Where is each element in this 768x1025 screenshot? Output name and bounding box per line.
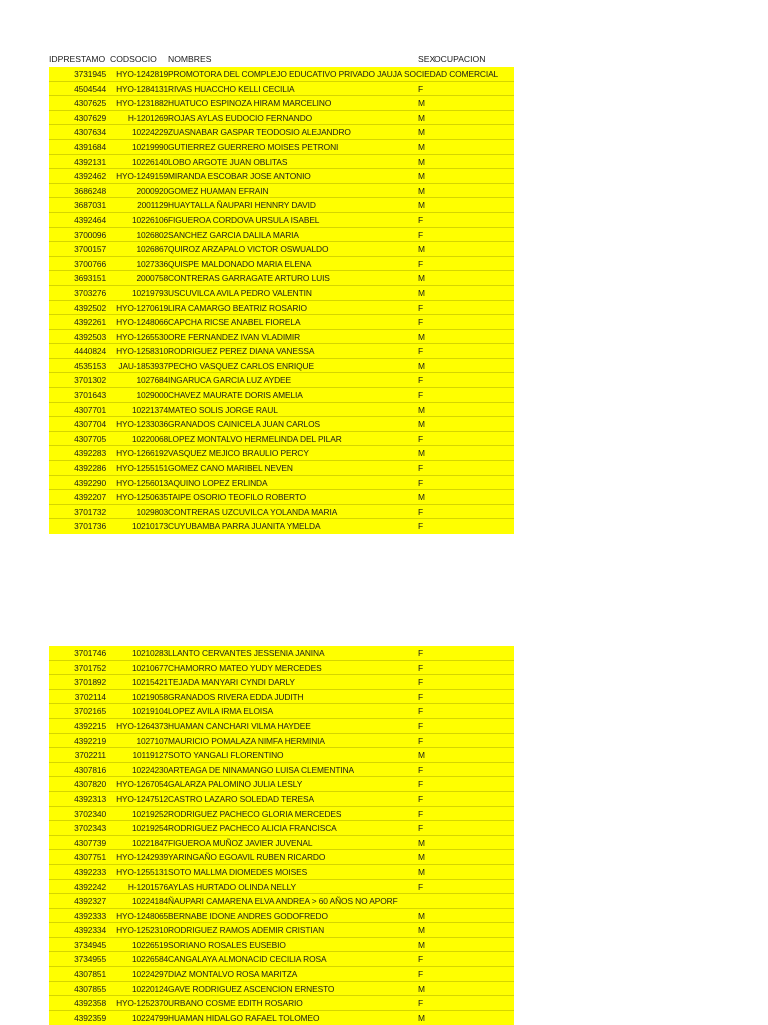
idprestamo-cell: 4392327	[74, 896, 106, 907]
table-row	[49, 748, 514, 763]
nombres-cell: GUTIERREZ GUERRERO MOISES PETRONI	[168, 141, 339, 152]
table-row	[49, 967, 514, 982]
table-row	[49, 257, 514, 272]
table-row	[49, 301, 514, 316]
idprestamo-cell: 3687031	[74, 200, 106, 211]
nombres-cell: SORIANO ROSALES EUSEBIO	[168, 939, 286, 950]
idprestamo-cell: 3734955	[74, 954, 106, 965]
table-row	[49, 690, 514, 705]
idprestamo-cell: 4392283	[74, 448, 106, 459]
table-row	[49, 476, 514, 491]
idprestamo-cell: 4392215	[74, 720, 106, 731]
table-row	[49, 461, 514, 476]
codsocio-cell: 10219058	[131, 691, 168, 702]
codsocio-cell: 10210677	[131, 662, 168, 673]
table-row	[49, 763, 514, 778]
sex-cell: M	[418, 273, 425, 284]
idprestamo-cell: 3702343	[74, 823, 106, 834]
codsocio-cell: 1027107	[136, 735, 168, 746]
codsocio-cell: 10220124	[131, 983, 168, 994]
table-row	[49, 909, 514, 924]
codsocio-cell: 10226140	[131, 156, 168, 167]
sex-cell: F	[418, 477, 424, 488]
table-row	[49, 388, 514, 403]
codsocio-cell: HYO-1233036	[116, 419, 168, 430]
sex-cell: M	[418, 866, 425, 877]
codsocio-cell: 10224297	[131, 969, 168, 980]
idprestamo-cell: 3701302	[74, 375, 106, 386]
codsocio-cell: 10219104	[131, 706, 168, 717]
codsocio-cell: 1027684	[136, 375, 168, 386]
idprestamo-cell: 3700766	[74, 258, 106, 269]
idprestamo-cell: 4392313	[74, 793, 106, 804]
idprestamo-cell: 4392462	[74, 171, 106, 182]
idprestamo-cell: 3701752	[74, 662, 106, 673]
idprestamo-cell: 4392334	[74, 925, 106, 936]
codsocio-cell: 10226584	[131, 954, 168, 965]
nombres-cell: HUAYTALLA ÑAUPARI HENNRY DAVID	[168, 200, 316, 211]
codsocio-cell: 10224229	[131, 127, 168, 138]
nombres-cell: CHAMORRO MATEO YUDY MERCEDES	[168, 662, 322, 673]
table-row	[49, 432, 514, 447]
codsocio-cell: 2000920	[136, 185, 168, 196]
idprestamo-cell: 4392333	[74, 910, 106, 921]
table-row	[49, 821, 514, 836]
idprestamo-cell: 3701736	[74, 521, 106, 532]
codsocio-cell: 10119127	[132, 750, 168, 761]
idprestamo-cell: 4392359	[74, 1012, 106, 1023]
codsocio-cell: HYO-1267054	[116, 779, 168, 790]
nombres-cell: YARINGAÑO EGOAVIL RUBEN RICARDO	[168, 852, 326, 863]
codsocio-cell: 10224799	[131, 1012, 168, 1023]
nombres-cell: RODRIGUEZ PACHECO ALICIA FRANCISCA	[168, 823, 337, 834]
table-row	[49, 82, 514, 97]
idprestamo-cell: 3702114	[74, 691, 106, 702]
codsocio-cell: HYO-1270619	[116, 302, 168, 313]
codsocio-cell: HYO-1266192	[116, 448, 168, 459]
idprestamo-cell: 4307704	[74, 419, 106, 430]
codsocio-cell: 10220068	[131, 433, 168, 444]
nombres-cell: ORE FERNANDEZ IVAN VLADIMIR	[168, 331, 301, 342]
idprestamo-cell: 4392261	[74, 317, 106, 328]
sex-cell: F	[418, 720, 424, 731]
header-idprestamo: IDPRESTAMO	[49, 54, 106, 64]
codsocio-cell: HYO-1247512	[116, 793, 168, 804]
sex-cell: M	[418, 925, 425, 936]
nombres-cell: HUAMAN HIDALGO RAFAEL TOLOMEO	[168, 1012, 320, 1023]
codsocio-cell: HYO-1255131	[116, 866, 168, 877]
codsocio-cell: HYO-1242939	[116, 852, 168, 863]
codsocio-cell: HYO-1264373	[116, 720, 168, 731]
sex-cell: F	[418, 969, 424, 980]
header-nombres: NOMBRES	[168, 54, 212, 64]
idprestamo-cell: 4392233	[74, 866, 106, 877]
idprestamo-cell: 4307816	[74, 764, 106, 775]
codsocio-cell: HYO-1256013	[116, 477, 168, 488]
table-row	[49, 125, 514, 140]
table-row	[49, 344, 514, 359]
nombres-cell: CUYUBAMBA PARRA JUANITA YMELDA	[168, 521, 321, 532]
nombres-cell: LOPEZ MONTALVO HERMELINDA DEL PILAR	[168, 433, 342, 444]
sex-cell: M	[418, 331, 425, 342]
table-row	[49, 836, 514, 851]
idprestamo-cell: 3693151	[74, 273, 106, 284]
nombres-cell: MIRANDA ESCOBAR JOSE ANTONIO	[168, 171, 311, 182]
nombres-cell: MAURICIO POMALAZA NIMFA HERMINIA	[168, 735, 325, 746]
nombres-cell: RODRIGUEZ RAMOS ADEMIR CRISTIAN	[168, 925, 325, 936]
sex-cell: M	[418, 939, 425, 950]
nombres-cell: LOPEZ AVILA IRMA ELOISA	[168, 706, 274, 717]
sex-cell: M	[418, 852, 425, 863]
table-row	[49, 923, 514, 938]
table-row	[49, 330, 514, 345]
idprestamo-cell: 4307705	[74, 433, 106, 444]
table-row	[49, 996, 514, 1011]
idprestamo-cell: 4307625	[74, 98, 106, 109]
codsocio-cell: 10219990	[131, 141, 168, 152]
nombres-cell: CAPCHA RICSE ANABEL FIORELA	[168, 317, 301, 328]
codsocio-cell: HYO-1265530	[116, 331, 168, 342]
nombres-cell: HUATUCO ESPINOZA HIRAM MARCELINO	[168, 98, 332, 109]
nombres-cell: ZUASNABAR GASPAR TEODOSIO ALEJANDRO	[168, 127, 351, 138]
sex-cell: M	[418, 112, 425, 123]
sex-cell: F	[418, 83, 424, 94]
idprestamo-cell: 4392207	[74, 492, 106, 503]
table-row	[49, 373, 514, 388]
nombres-cell: ARTEAGA DE NINAMANGO LUISA CLEMENTINA	[168, 764, 355, 775]
sex-cell: F	[418, 677, 424, 688]
codsocio-cell: HYO-1250635	[116, 492, 168, 503]
idprestamo-cell: 3701732	[74, 506, 106, 517]
nombres-cell: AYLAS HURTADO OLINDA NELLY	[168, 881, 297, 892]
sex-cell: F	[418, 433, 424, 444]
table-row	[49, 646, 514, 661]
table-row	[49, 777, 514, 792]
nombres-cell: ROJAS AYLAS EUDOCIO FERNANDO	[168, 112, 313, 123]
codsocio-cell: HYO-1248065	[116, 910, 168, 921]
idprestamo-cell: 4392464	[74, 214, 106, 225]
idprestamo-cell: 4392219	[74, 735, 106, 746]
nombres-cell: GOMEZ CANO MARIBEL NEVEN	[168, 463, 293, 474]
table-row	[49, 198, 514, 213]
sex-cell: M	[418, 360, 425, 371]
idprestamo-cell: 4307820	[74, 779, 106, 790]
idprestamo-cell: 4307855	[74, 983, 106, 994]
codsocio-cell: HYO-1252370	[116, 998, 168, 1009]
idprestamo-cell: 3700157	[74, 244, 106, 255]
sex-cell: F	[418, 375, 424, 386]
sex-cell: F	[418, 521, 424, 532]
header-ocupacion: OCUPACION	[434, 54, 486, 64]
nombres-cell: TEJADA MANYARI CYNDI DARLY	[168, 677, 295, 688]
sex-cell: F	[418, 808, 424, 819]
sex-cell: M	[418, 983, 425, 994]
nombres-cell: SOTO YANGALI FLORENTINO	[168, 750, 284, 761]
table-row	[49, 359, 514, 374]
nombres-cell: SOTO MALLMA DIOMEDES MOISES	[168, 866, 308, 877]
table-row	[49, 228, 514, 243]
nombres-cell: GOMEZ HUAMAN EFRAIN	[168, 185, 269, 196]
data-table-block-1	[49, 67, 514, 534]
nombres-cell: USCUVILCA AVILA PEDRO VALENTIN	[168, 287, 312, 298]
nombres-cell: CONTRERAS UZCUVILCA YOLANDA MARIA	[168, 506, 338, 517]
nombres-cell: PECHO VASQUEZ CARLOS ENRIQUE	[168, 360, 314, 371]
nombres-cell: RODRIGUEZ PACHECO GLORIA MERCEDES	[168, 808, 342, 819]
table-row	[49, 880, 514, 895]
sex-cell: F	[418, 764, 424, 775]
idprestamo-cell: 3701892	[74, 677, 106, 688]
idprestamo-cell: 4440824	[74, 346, 106, 357]
table-row	[49, 704, 514, 719]
codsocio-cell: 10219793	[131, 287, 168, 298]
nombres-cell: GAVE RODRIGUEZ ASCENCION ERNESTO	[168, 983, 335, 994]
table-row	[49, 792, 514, 807]
table-row	[49, 242, 514, 257]
sex-cell: M	[418, 98, 425, 109]
codsocio-cell: HYO-1252310	[116, 925, 168, 936]
sex-cell: F	[418, 229, 424, 240]
sex-cell: F	[418, 258, 424, 269]
codsocio-cell: 10221847	[131, 837, 168, 848]
table-row	[49, 96, 514, 111]
table-row	[49, 807, 514, 822]
sex-cell: M	[418, 1012, 425, 1023]
idprestamo-cell: 3702211	[74, 750, 106, 761]
idprestamo-cell: 4307751	[74, 852, 106, 863]
table-row	[49, 315, 514, 330]
idprestamo-cell: 3700096	[74, 229, 106, 240]
table-row	[49, 505, 514, 520]
table-row	[49, 213, 514, 228]
idprestamo-cell: 4307701	[74, 404, 106, 415]
codsocio-cell: 10226106	[131, 214, 168, 225]
sex-cell: F	[418, 662, 424, 673]
table-row	[49, 417, 514, 432]
sex-cell: M	[418, 404, 425, 415]
idprestamo-cell: 4307634	[74, 127, 106, 138]
table-row	[49, 403, 514, 418]
table-row	[49, 446, 514, 461]
codsocio-cell: 1026802	[136, 229, 168, 240]
codsocio-cell: 1027336	[136, 258, 168, 269]
sex-cell: F	[418, 463, 424, 474]
nombres-cell: LOBO ARGOTE JUAN OBLITAS	[168, 156, 288, 167]
sex-cell: M	[418, 419, 425, 430]
nombres-cell: MATEO SOLIS JORGE RAUL	[168, 404, 278, 415]
sex-cell: M	[418, 185, 425, 196]
table-row	[49, 519, 514, 534]
nombres-cell: GRANADOS RIVERA EDDA JUDITH	[168, 691, 304, 702]
sex-cell: F	[418, 302, 424, 313]
codsocio-cell: 10219252	[131, 808, 168, 819]
sex-cell: M	[418, 200, 425, 211]
codsocio-cell: 10210283	[131, 648, 168, 658]
table-row	[49, 719, 514, 734]
sex-cell: F	[418, 706, 424, 717]
sex-cell: F	[418, 506, 424, 517]
table-row	[49, 952, 514, 967]
nombres-cell: QUISPE MALDONADO MARIA ELENA	[168, 258, 312, 269]
sex-cell: F	[418, 390, 424, 401]
nombres-cell: GALARZA PALOMINO JULIA LESLY	[168, 779, 303, 790]
codsocio-cell: HYO-1249159	[116, 171, 168, 182]
idprestamo-cell: 4535153	[74, 360, 106, 371]
codsocio-cell: 2001129	[137, 200, 168, 211]
sex-cell: M	[418, 837, 425, 848]
table-row	[49, 661, 514, 676]
nombres-cell: URBANO COSME EDITH ROSARIO	[168, 998, 303, 1009]
sex-cell: M	[418, 287, 425, 298]
codsocio-cell: H-1201269	[127, 112, 168, 123]
sex-cell: F	[418, 691, 424, 702]
nombres-cell: AQUINO LOPEZ ERLINDA	[168, 477, 268, 488]
idprestamo-cell: 3731945	[74, 69, 106, 79]
nombres-cell: HUAMAN CANCHARI VILMA HAYDEE	[168, 720, 311, 731]
sex-cell: F	[418, 648, 424, 658]
codsocio-cell: 1029803	[136, 506, 168, 517]
table-row	[49, 184, 514, 199]
sex-cell: M	[418, 492, 425, 503]
sex-cell: F	[418, 954, 424, 965]
nombres-cell: PROMOTORA DEL COMPLEJO EDUCATIVO PRIVADO JAUJA SOCIEDAD COMERCIAL	[168, 69, 499, 79]
nombres-cell: FIGUEROA CORDOVA URSULA ISABEL	[168, 214, 320, 225]
table-row	[49, 894, 514, 909]
codsocio-cell: HYO-1248066	[116, 317, 168, 328]
nombres-cell: LIRA CAMARGO BEATRIZ ROSARIO	[168, 302, 307, 313]
table-row	[49, 982, 514, 997]
idprestamo-cell: 3702340	[74, 808, 106, 819]
codsocio-cell: HYO-1231882	[116, 98, 168, 109]
idprestamo-cell: 3701643	[74, 390, 106, 401]
sex-cell: M	[418, 127, 425, 138]
nombres-cell: LLANTO CERVANTES JESSENIA JANINA	[168, 648, 325, 658]
codsocio-cell: 10224230	[131, 764, 168, 775]
table-row	[49, 490, 514, 505]
sex-cell: F	[418, 823, 424, 834]
sex-cell: F	[418, 881, 424, 892]
table-row	[49, 675, 514, 690]
nombres-cell: RODRIGUEZ PEREZ DIANA VANESSA	[168, 346, 315, 357]
idprestamo-cell: 4392131	[74, 156, 106, 167]
table-row	[49, 286, 514, 301]
sex-cell: M	[418, 171, 425, 182]
table-row	[49, 271, 514, 286]
data-table-block-2	[49, 646, 514, 1025]
sex-cell: F	[418, 346, 424, 357]
idprestamo-cell: 4392503	[74, 331, 106, 342]
nombres-cell: VASQUEZ MEJICO BRAULIO PERCY	[168, 448, 309, 459]
sex-cell: F	[418, 793, 424, 804]
nombres-cell: GRANADOS CAINICELA JUAN CARLOS	[168, 419, 320, 430]
codsocio-cell: 1029000	[136, 390, 168, 401]
sex-cell: F	[418, 998, 424, 1009]
codsocio-cell: 10226519	[131, 939, 168, 950]
idprestamo-cell: 3701746	[74, 648, 106, 658]
sex-cell: M	[418, 750, 425, 761]
idprestamo-cell: 4307629	[74, 112, 106, 123]
codsocio-cell: 2000758	[136, 273, 168, 284]
codsocio-cell: 10224184	[131, 896, 168, 907]
idprestamo-cell: 3703276	[74, 287, 106, 298]
idprestamo-cell: 3734945	[74, 939, 106, 950]
idprestamo-cell: 3686248	[74, 185, 106, 196]
nombres-cell: TAIPE OSORIO TEOFILO ROBERTO	[168, 492, 307, 503]
nombres-cell: FIGUEROA MUÑOZ JAVIER JUVENAL	[168, 837, 313, 848]
nombres-cell: RIVAS HUACCHO KELLI CECILIA	[168, 83, 295, 94]
table-row	[49, 1011, 514, 1025]
table-row	[49, 155, 514, 170]
column-header-row	[49, 53, 519, 66]
nombres-cell: SANCHEZ GARCIA DALILA MARIA	[168, 229, 299, 240]
idprestamo-cell: 4392242	[74, 881, 106, 892]
sex-cell: F	[418, 214, 424, 225]
sex-cell: M	[418, 244, 425, 255]
table-row	[49, 850, 514, 865]
nombres-cell: CONTRERAS GARRAGATE ARTURO LUIS	[168, 273, 330, 284]
codsocio-cell: H-1201576	[127, 881, 168, 892]
sex-cell: M	[418, 448, 425, 459]
idprestamo-cell: 4504544	[74, 83, 106, 94]
nombres-cell: DIAZ MONTALVO ROSA MARITZA	[168, 969, 298, 980]
sex-cell: M	[418, 156, 425, 167]
codsocio-cell: 10219254	[131, 823, 168, 834]
table-row	[49, 734, 514, 749]
nombres-cell: INGARUCA GARCIA LUZ AYDEE	[168, 375, 291, 386]
nombres-cell: CANGALAYA ALMONACID CECILIA ROSA	[168, 954, 327, 965]
sex-cell: M	[418, 141, 425, 152]
table-row	[49, 140, 514, 155]
nombres-cell: CHAVEZ MAURATE DORIS AMELIA	[168, 390, 303, 401]
table-row	[49, 111, 514, 126]
table-row	[49, 169, 514, 184]
nombres-cell: BERNABE IDONE ANDRES GODOFREDO	[168, 910, 328, 921]
nombres-cell: CASTRO LAZARO SOLEDAD TERESA	[168, 793, 314, 804]
nombres-cell: ÑAUPARI CAMARENA ELVA ANDREA > 60 AÑOS NO APORF	[168, 896, 398, 907]
idprestamo-cell: 4307739	[74, 837, 106, 848]
idprestamo-cell: 4392286	[74, 463, 106, 474]
nombres-cell: QUIROZ ARZAPALO VICTOR OSWUALDO	[168, 244, 329, 255]
table-row	[49, 865, 514, 880]
table-row	[49, 67, 514, 82]
codsocio-cell: HYO-1242819	[116, 69, 168, 79]
sex-cell: M	[418, 910, 425, 921]
codsocio-cell: 10215421	[131, 677, 168, 688]
codsocio-cell: JAU-1853937	[118, 360, 168, 371]
codsocio-cell: 10221374	[131, 404, 168, 415]
codsocio-cell: HYO-1258310	[116, 346, 168, 357]
header-codsocio: CODSOCIO	[110, 54, 157, 64]
table-row	[49, 938, 514, 953]
idprestamo-cell: 4392358	[74, 998, 106, 1009]
idprestamo-cell: 3702165	[74, 706, 106, 717]
idprestamo-cell: 4392290	[74, 477, 106, 488]
idprestamo-cell: 4307851	[74, 969, 106, 980]
codsocio-cell: HYO-1255151	[116, 463, 168, 474]
sex-cell: F	[418, 779, 424, 790]
codsocio-cell: 1026867	[136, 244, 168, 255]
codsocio-cell: HYO-1284131	[116, 83, 168, 94]
sex-cell: F	[418, 735, 424, 746]
idprestamo-cell: 4392502	[74, 302, 106, 313]
sex-cell: F	[418, 317, 424, 328]
idprestamo-cell: 4391684	[74, 141, 106, 152]
header-sex: SEX	[418, 54, 436, 64]
codsocio-cell: 10210173	[131, 521, 168, 532]
